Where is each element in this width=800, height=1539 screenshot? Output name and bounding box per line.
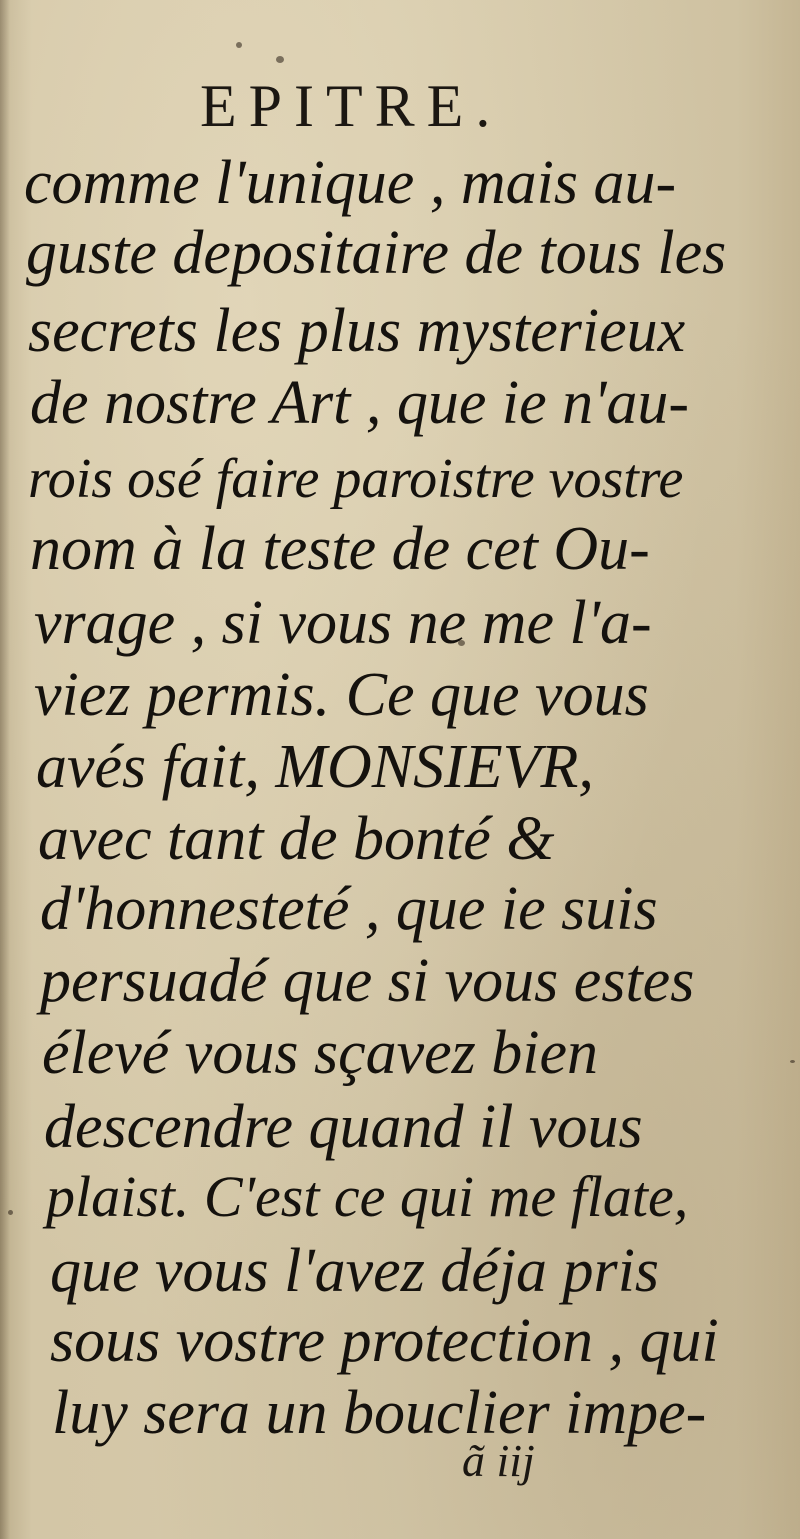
ink-speck <box>276 56 284 63</box>
text-line: descendre quand il vous <box>44 1093 643 1161</box>
text-line: comme l'unique , mais au- <box>24 149 677 217</box>
text-line: avés fait, MONSIEVR, <box>36 733 594 801</box>
text-line: d'honnesteté , que ie suis <box>40 875 658 943</box>
running-head: EPITRE. <box>200 73 503 139</box>
signature-mark: ã iij <box>462 1435 535 1486</box>
text-line: plaist. C'est ce qui me flate, <box>46 1164 689 1229</box>
text-line: avec tant de bonté & <box>38 805 555 873</box>
text-line: secrets les plus mysterieux <box>28 297 686 365</box>
text-line: vrage , si vous ne me l'a- <box>34 589 652 657</box>
text-line: nom à la teste de cet Ou- <box>30 515 650 583</box>
text-line: rois osé faire paroistre vostre <box>28 448 684 510</box>
ink-speck <box>8 1210 13 1215</box>
text-line: sous vostre protection , qui <box>50 1307 719 1375</box>
text-line: que vous l'avez déja pris <box>50 1237 660 1305</box>
text-line: luy sera un bouclier impe- <box>52 1379 707 1447</box>
text-line: guste depositaire de tous les <box>26 219 727 287</box>
text-line: élevé vous sçavez bien <box>42 1019 599 1087</box>
ink-speck <box>236 42 242 48</box>
text-line: viez permis. Ce que vous <box>34 661 649 729</box>
text-line: persuadé que si vous estes <box>40 947 695 1015</box>
text-line: de nostre Art , que ie n'au- <box>30 369 689 437</box>
